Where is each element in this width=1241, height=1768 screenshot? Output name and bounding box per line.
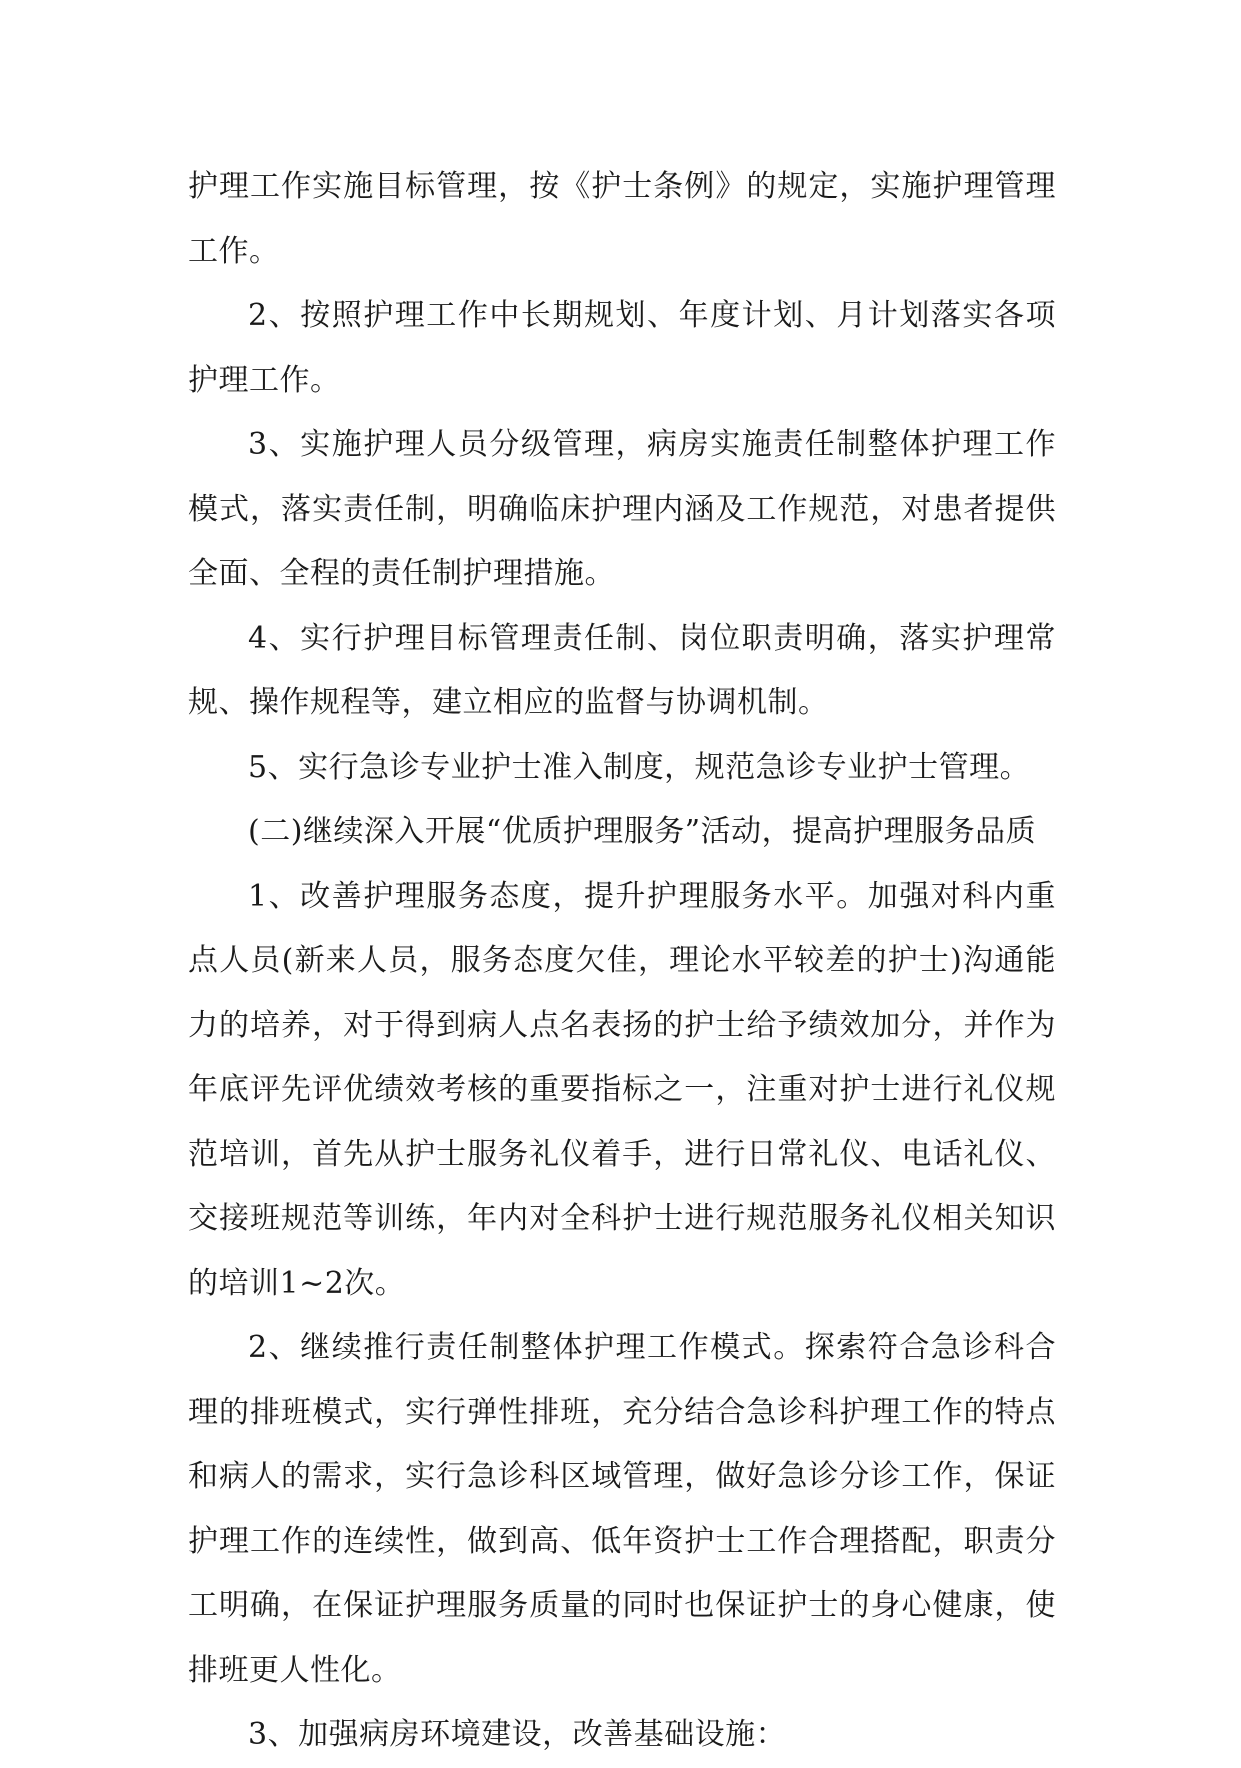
paragraph-service-1: 1、改善护理服务态度，提升护理服务水平。加强对科内重点人员(新来人员，服务态度欠佳，理论水平较差的护士)沟通能力的培养，对于得到病人点名表扬的护士给予绩效加分，并作为年底评先评优绩效考核的重要指标之一，注重对护士进行礼仪规范培训，首先从护士服务礼仪着手，进行日常礼仪、电话礼仪、交接班规范等训练，年内对全科护士进行规范服务礼仪相关知识的培训1~2次。: [188, 878, 1056, 1301]
paragraph-item-5: 5、实行急诊专业护士准入制度，规范急诊专业护士管理。: [248, 749, 1031, 785]
paragraph-item-2: 2、按照护理工作中长期规划、年度计划、月计划落实各项护理工作。: [188, 298, 1056, 398]
paragraph-item-3: 3、实施护理人员分级管理，病房实施责任制整体护理工作模式，落实责任制，明确临床护理内涵及工作规范，对患者提供全面、全程的责任制护理措施。: [188, 427, 1056, 591]
document-body: [188, 155, 1056, 1768]
paragraph-service-3: 3、加强病房环境建设，改善基础设施：: [248, 1717, 787, 1752]
paragraph-service-2: 2、继续推行责任制整体护理工作模式。探索符合急诊科合理的排班模式，实行弹性排班，充分结合急诊科护理工作的特点和病人的需求，实行急诊科区域管理，做好急诊分诊工作，保证护理工作的连续性，做到高、低年资护士工作合理搭配，职责分工明确，在保证护理服务质量的同时也保证护士的身心健康，使排班更人性化。: [188, 1330, 1056, 1688]
paragraph-item-4: 4、实行护理目标管理责任制、岗位职责明确，落实护理常规、操作规程等，建立相应的监督与协调机制。: [188, 620, 1056, 720]
paragraph-continuation: 护理工作实施目标管理，按《护士条例》的规定，实施护理管理工作。: [188, 169, 1056, 269]
section-heading-2: (二)继续深入开展“优质护理服务”活动，提高护理服务品质: [248, 814, 1037, 849]
